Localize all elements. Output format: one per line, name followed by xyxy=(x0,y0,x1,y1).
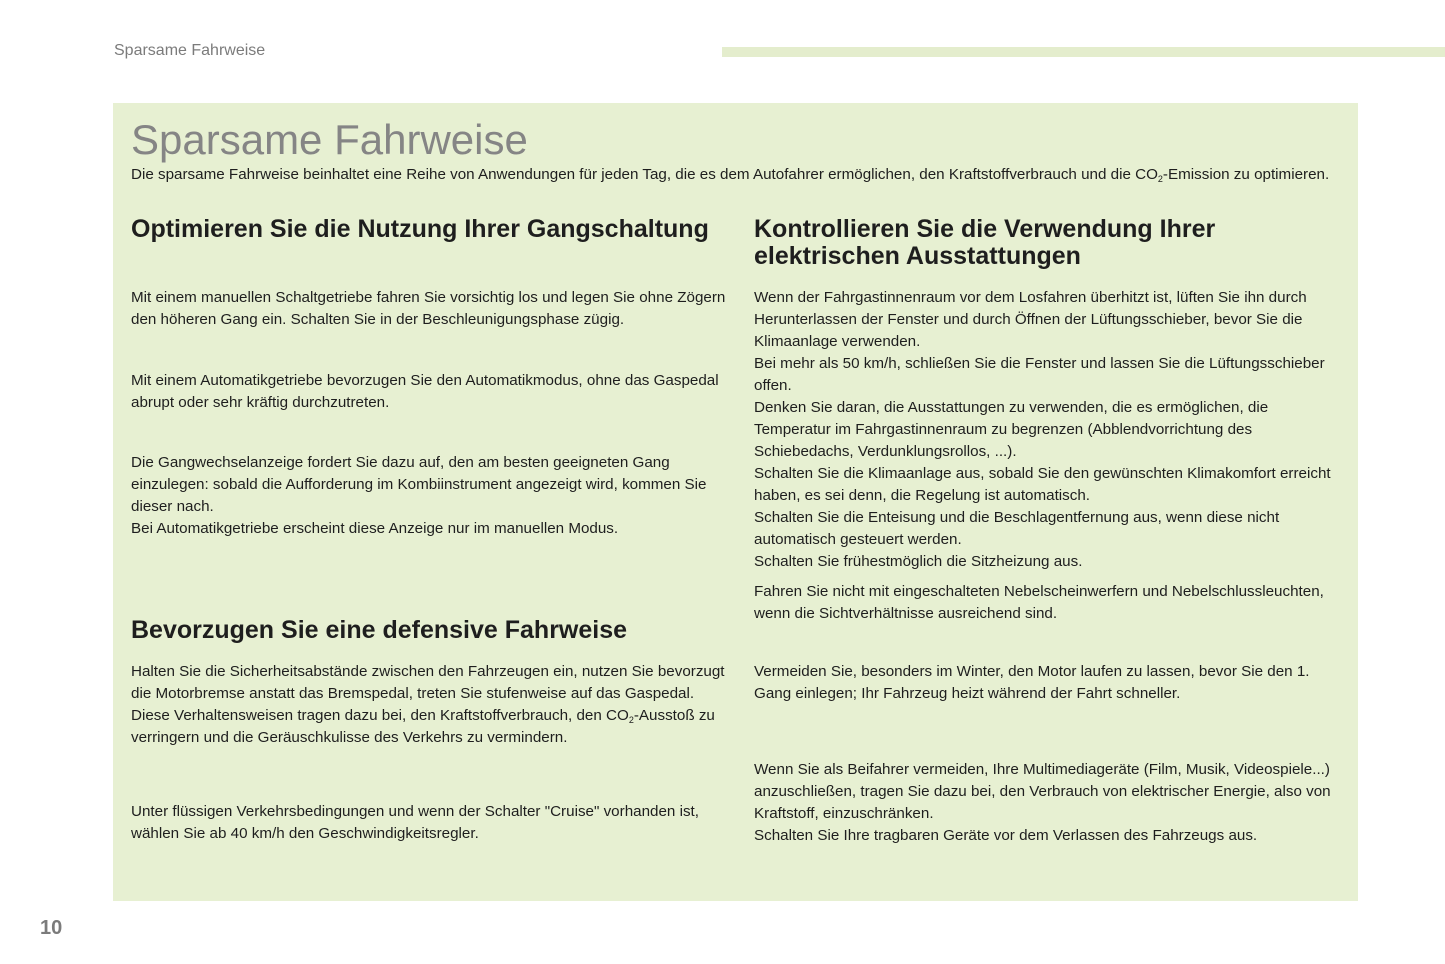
heading-defensive-driving: Bevorzugen Sie eine defensive Fahrweise xyxy=(131,616,628,644)
co2-subscript: 2 xyxy=(1157,174,1163,184)
page-number: 10 xyxy=(40,917,63,939)
gearshift-indicator-text: Die Gangwechselanzeige fordert Sie dazu auf, den am besten geeigneten Gang einzulegen: sobald die Aufforderung im Kombiinstrument angezeigt wird, kommen Sie dieser nach. xyxy=(131,454,707,515)
running-header-title: Sparsame Fahrweise xyxy=(114,42,266,59)
intro-text-end: -Emission zu optimieren. xyxy=(1162,166,1330,183)
paragraph-engine-idling: Vermeiden Sie, besonders im Winter, den Motor laufen zu lassen, bevor Sie den 1. Gang einlegen; Ihr Fahrzeug heizt während der Fahrt schneller. xyxy=(754,663,1310,702)
safety-distance-text: Halten Sie die Sicherheitsabstände zwischen den Fahrzeugen ein, nutzen Sie bevorzugt die Motorbremse anstatt das Bremspedal, treten Sie stufenweise auf das Gaspedal. Diese Verhaltensweisen tragen dazu bei, den Kraftstoffverbrauch, den CO xyxy=(131,663,725,724)
intro-text: Die sparsame Fahrweise beinhaltet eine Reihe von Anwendungen für jeden Tag, die es dem Autofahrer ermöglichen, den Kraftstoffverbrauch und die CO xyxy=(131,166,1158,183)
paragraph-gearshift-indicator xyxy=(131,452,731,540)
paragraph-cruise-control: Unter flüssigen Verkehrsbedingungen und wenn der Schalter "Cruise" vorhanden ist, wählen Sie ab 40 km/h den Geschwindigkeitsregler. xyxy=(131,803,699,842)
paragraph-fog-lamps: Fahren Sie nicht mit eingeschalteten Nebelscheinwerfern und Nebelschlussleuchten, wenn die Sichtverhältnisse ausreichend sind. xyxy=(754,583,1324,622)
multimedia-text: Wenn Sie als Beifahrer vermeiden, Ihre Multimediageräte (Film, Musik, Videospiele...) anzuschließen, tragen Sie dazu bei, den Verbrauch von elektrischer Energie, also von Kraftstoff, einzuschränken. xyxy=(754,761,1331,822)
intro-paragraph xyxy=(131,164,1343,186)
paragraph-climate-tips xyxy=(754,287,1344,573)
page-title: Sparsame Fahrweise xyxy=(131,116,528,163)
tip-seat-heating: Schalten Sie frühestmöglich die Sitzheizung aus. xyxy=(754,553,1083,570)
paragraph-multimedia xyxy=(754,759,1344,847)
tip-sunshades: Denken Sie daran, die Ausstattungen zu verwenden, die es ermöglichen, die Temperatur im Fahrgastinnenraum zu begrenzen (Abblendvorrichtung des Schiebedachs, Verdunklungsrollos, ...). xyxy=(754,399,1269,460)
tip-windows-closed: Bei mehr als 50 km/h, schließen Sie die Fenster und lassen Sie die Lüftungsschieber offen. xyxy=(754,355,1325,394)
header-accent-bar xyxy=(722,47,1445,57)
paragraph-automatic-gearbox: Mit einem Automatikgetriebe bevorzugen Sie den Automatikmodus, ohne das Gaspedal abrupt oder sehr kräftig durchzutreten. xyxy=(131,372,719,411)
paragraph-safety-distance xyxy=(131,661,731,749)
paragraph-manual-gearbox: Mit einem manuellen Schaltgetriebe fahren Sie vorsichtig los und legen Sie ohne Zögern den höheren Gang ein. Schalten Sie in der Beschleunigungsphase zügig. xyxy=(131,289,726,328)
gearshift-indicator-note: Bei Automatikgetriebe erscheint diese Anzeige nur im manuellen Modus. xyxy=(131,520,619,537)
tip-defrosting: Schalten Sie die Enteisung und die Beschlagentfernung aus, wenn diese nicht automatisch gesteuert werden. xyxy=(754,509,1280,548)
tip-air-conditioning: Schalten Sie die Klimaanlage aus, sobald Sie den gewünschten Klimakomfort erreicht haben, es sei denn, die Regelung ist automatisch. xyxy=(754,465,1331,504)
co2-subscript: 2 xyxy=(628,715,634,725)
multimedia-devices-off: Schalten Sie Ihre tragbaren Geräte vor dem Verlassen des Fahrzeugs aus. xyxy=(754,827,1258,844)
heading-gearshift: Optimieren Sie die Nutzung Ihrer Gangschaltung xyxy=(131,215,709,243)
heading-electrical-equipment: Kontrollieren Sie die Verwendung Ihrer elektrischen Ausstattungen xyxy=(754,215,1216,270)
tip-ventilation: Wenn der Fahrgastinnenraum vor dem Losfahren überhitzt ist, lüften Sie ihn durch Herunterlassen der Fenster und durch Öffnen der Lüftungsschieber, bevor Sie die Klimaanlage verwenden. xyxy=(754,289,1307,350)
safety-distance-text-end: -Ausstoß zu verringern und die Geräuschkulisse des Verkehrs zu vermindern. xyxy=(131,707,715,746)
